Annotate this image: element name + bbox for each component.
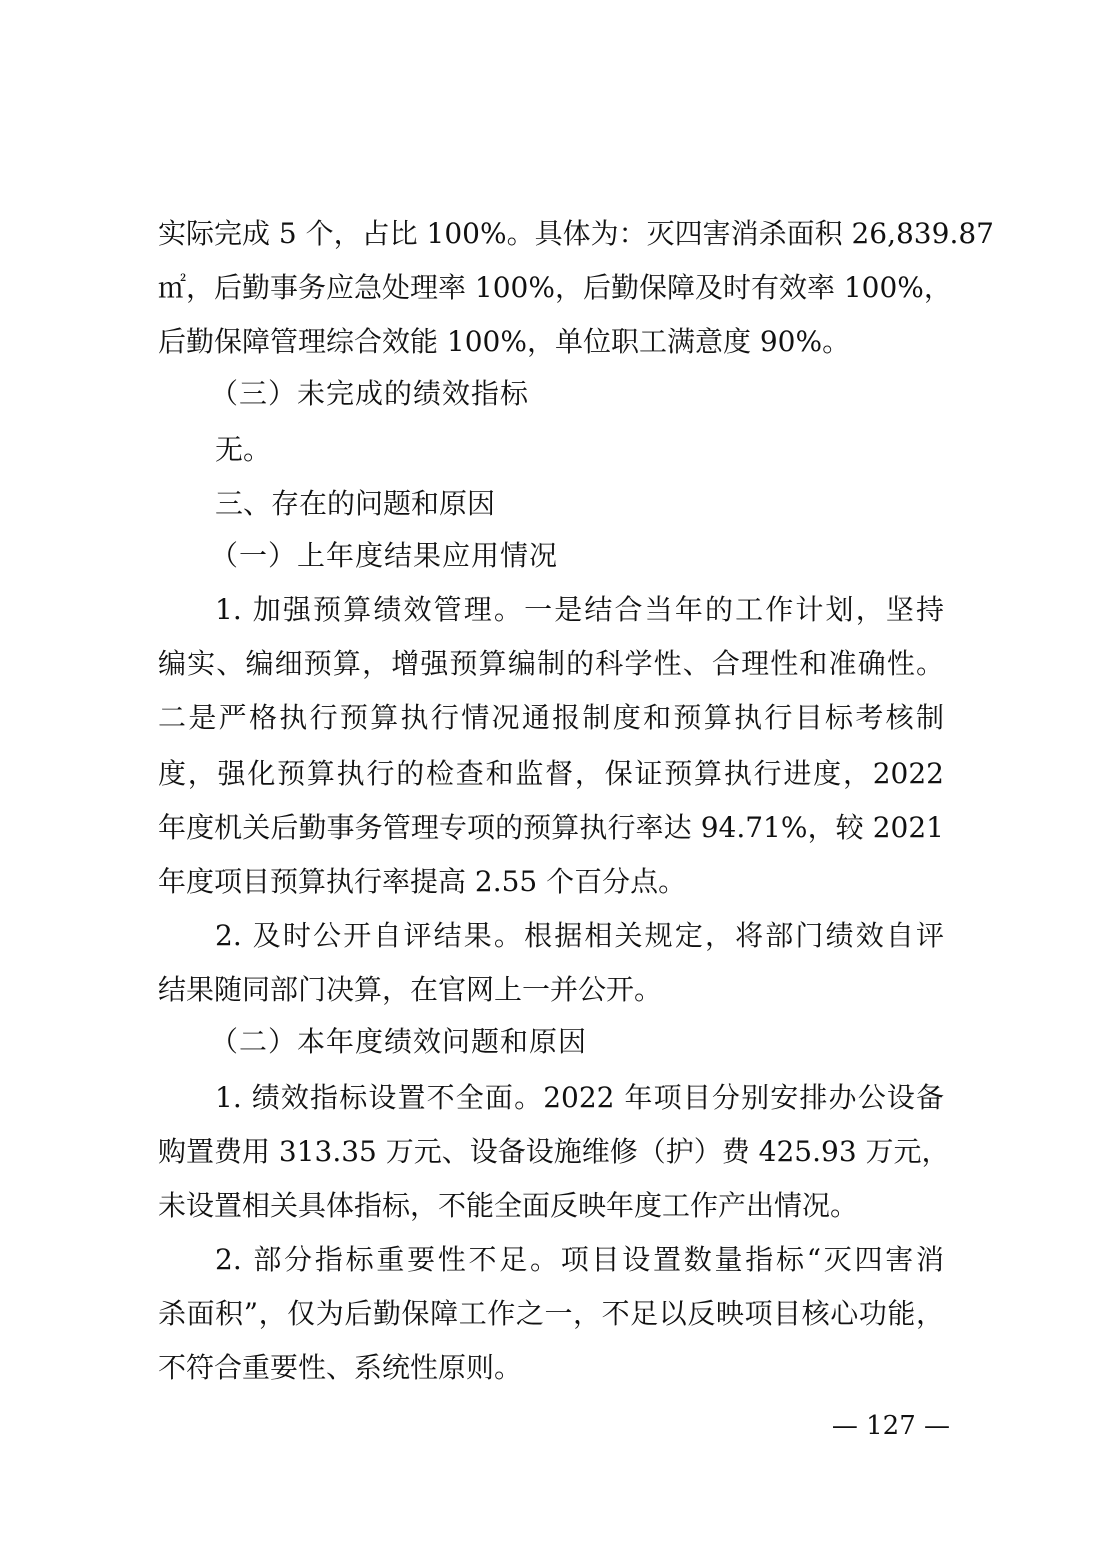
paragraph-line: 结果随同部门决算，在官网上一并公开。 xyxy=(158,973,663,1006)
paragraph-line: 后勤保障管理综合效能 100%，单位职工满意度 90%。 xyxy=(158,325,851,358)
paragraph-line: 2. 及时公开自评结果。根据相关规定，将部门绩效自评 xyxy=(215,919,944,952)
paragraph-line: 未设置相关具体指标，不能全面反映年度工作产出情况。 xyxy=(158,1189,859,1222)
paragraph-line: 年度机关后勤事务管理专项的预算执行率达 94.71%，较 2021 xyxy=(158,811,944,844)
paragraph-line: 二是严格执行预算执行情况通报制度和预算执行目标考核制 xyxy=(158,701,944,734)
section-subheading-previous-year-results: （一）上年度结果应用情况 xyxy=(210,539,559,572)
paragraph-line: 杀面积”，仅为后勤保障工作之一，不足以反映项目核心功能， xyxy=(158,1297,944,1330)
paragraph-line: 购置费用 313.35 万元、设备设施维修（护）费 425.93 万元， xyxy=(158,1135,950,1168)
paragraph-line: 年度项目预算执行率提高 2.55 个百分点。 xyxy=(158,865,687,898)
paragraph-line: 编实、编细预算，增强预算编制的科学性、合理性和准确性。 xyxy=(158,647,944,680)
page-number: — 127 — xyxy=(831,1411,950,1441)
paragraph-line: 1. 绩效指标设置不全面。2022 年项目分别安排办公设备 xyxy=(215,1081,944,1114)
section-subheading-unfinished-indicators: （三）未完成的绩效指标 xyxy=(210,377,530,410)
paragraph-line: 无。 xyxy=(215,433,272,466)
paragraph-line: 2. 部分指标重要性不足。项目设置数量指标“灭四害消 xyxy=(215,1243,944,1276)
section-heading-problems-and-causes: 三、存在的问题和原因 xyxy=(215,487,496,520)
paragraph-line: 1. 加强预算绩效管理。一是结合当年的工作计划，坚持 xyxy=(215,593,944,626)
paragraph-line: ㎡，后勤事务应急处理率 100%，后勤保障及时有效率 100%， xyxy=(158,271,952,304)
paragraph-line: 实际完成 5 个，占比 100%。具体为：灭四害消杀面积 26,839.87 xyxy=(158,217,994,250)
section-subheading-current-year-issues: （二）本年度绩效问题和原因 xyxy=(210,1025,588,1058)
paragraph-line: 不符合重要性、系统性原则。 xyxy=(158,1351,523,1384)
paragraph-line: 度，强化预算执行的检查和监督，保证预算执行进度，2022 xyxy=(158,757,944,790)
